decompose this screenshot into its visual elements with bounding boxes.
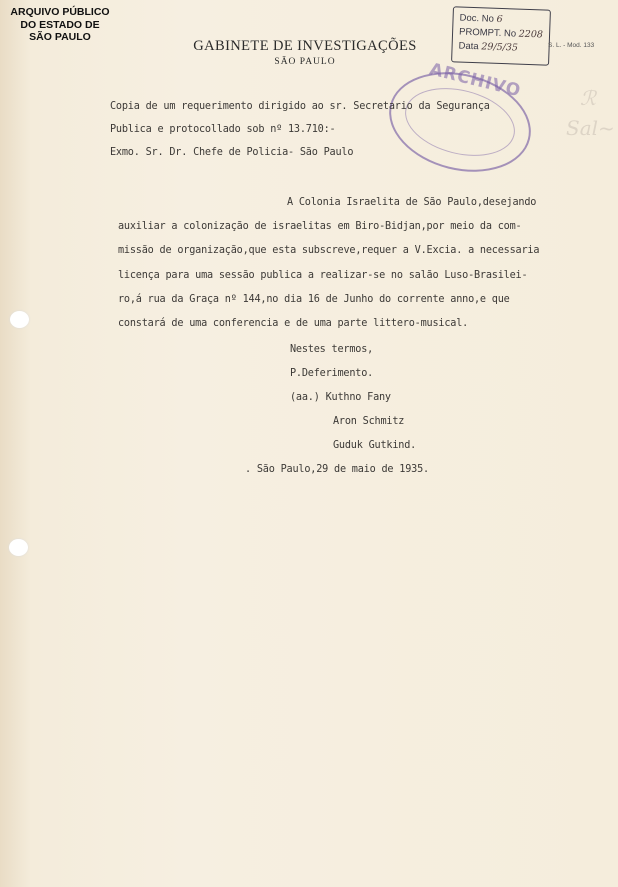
body-line: licença para uma sessão publica a realizar-se no salão Luso-Brasilei- xyxy=(118,270,528,281)
prompt-label: PROMPT. No xyxy=(458,26,517,40)
letterhead-title: GABINETE DE INVESTIGAÇÕES xyxy=(193,38,417,54)
doc-label: Doc. No xyxy=(459,12,495,25)
salutation: Exmo. Sr. Dr. Chefe de Policia- São Paulo xyxy=(110,147,354,158)
letterhead xyxy=(180,38,430,67)
body-line: missão de organização,que esta subscreve,requer a V.Excia. a necessaria xyxy=(118,245,540,256)
punch-hole xyxy=(9,539,28,556)
place-date-text: São Paulo,29 de maio de 1935. xyxy=(256,464,429,475)
data-value: 29/5/35 xyxy=(481,41,519,54)
data-label: Data xyxy=(458,40,479,53)
bleed-through-mark: Sal~ xyxy=(566,116,615,140)
bleed-through-mark: ℛ xyxy=(580,86,596,110)
punch-hole xyxy=(10,311,29,328)
archive-label-line: DO ESTADO DE xyxy=(20,18,100,31)
signature-line: Aron Schmitz xyxy=(333,416,405,427)
archive-stamp-text: ARCHIVO xyxy=(427,59,524,102)
place-date: . São Paulo,29 de maio de 1935. xyxy=(245,464,429,475)
archive-label-line: ARQUIVO PÚBLICO xyxy=(10,6,110,18)
body-line: auxiliar a colonização de israelitas em Biro-Bidjan,por meio da com- xyxy=(118,221,522,232)
closing-line: Nestes termos, xyxy=(290,344,374,355)
archive-stamp xyxy=(379,58,542,186)
signature-line: (aa.) Kuthno Fany xyxy=(290,392,391,403)
prompt-value: 2208 xyxy=(518,28,544,41)
body-line: ro,á rua da Graça nº 144,no dia 16 de Junho do corrente anno,e que xyxy=(118,294,510,305)
letterhead-subtitle: SÃO PAULO xyxy=(274,57,336,67)
protocol-stamp xyxy=(451,6,551,65)
archive-label xyxy=(4,6,116,44)
intro-line: Publica e protocollado sob nº 13.710:- xyxy=(110,124,336,135)
intro-line: Copia de um requerimento dirigido ao sr. Secretario da Segurança xyxy=(110,101,490,112)
body-line: A Colonia Israelita de São Paulo,desejando xyxy=(287,197,537,208)
form-code: S. L. - Mod. 133 xyxy=(548,42,595,49)
doc-value: 6 xyxy=(496,13,503,26)
closing-line: P.Deferimento. xyxy=(290,368,374,379)
archive-label-line: SÃO PAULO xyxy=(29,31,91,43)
body-line: constará de uma conferencia e de uma parte littero-musical. xyxy=(118,318,469,329)
signature-line: Guduk Gutkind. xyxy=(333,440,417,451)
